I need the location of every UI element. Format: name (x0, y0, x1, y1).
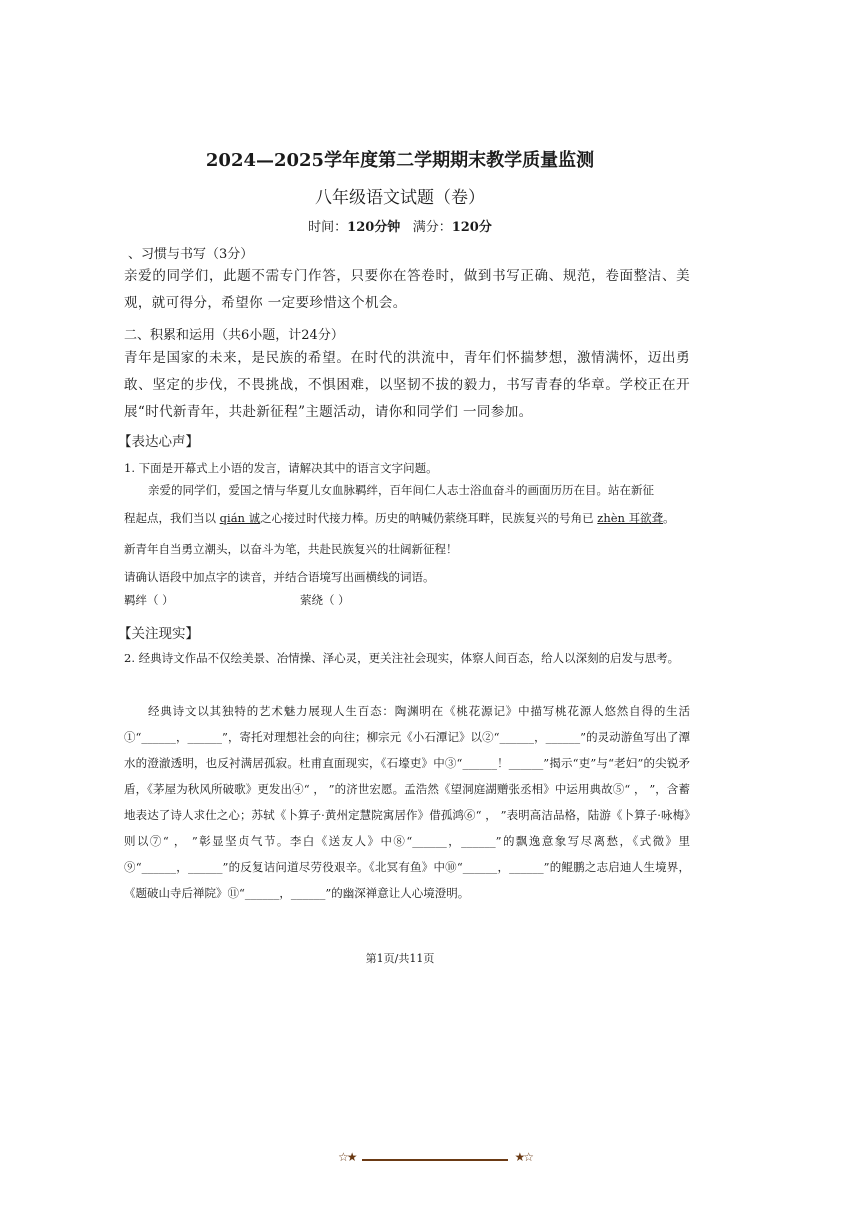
score-label: 满分： (412, 220, 452, 235)
speech-line-2-mid: 之心接过时代接力棒。历史的呐喊仍萦绕耳畔，民族复兴的号角已 (260, 511, 598, 525)
poetry-paragraph: 经典诗文以其独特的艺术魅力展现人生百态：陶渊明在《桃花源记》中描写桃花源人悠然自得的生活①“______，______”，寄托对理想社会的向往；柳宗元《小石潭记》以②“______，______”的灵动游鱼写出了潭水的澄澈透明，也反衬满居孤寂。杜甫直面现实，《石壕吏》中③“______！______”揭示“吏”与“老妇”的尖锐矛盾，《茅屋为秋风所破歌》更发出④“ ， ”的济世宏愿。孟浩然《望洞庭湖赠张丞相》中运用典故⑤“ ， ”，含蓄地表达了诗人求仕之心；苏轼《卜算子·黄州定慧院寓居作》借孤鸿⑥“ ， ”表明高洁品格，陆游《卜算子·咏梅》则以⑦“ ， ”彰显坚贞气节。李白《送友人》中⑧“______，______”的飘逸意象写尽离愁，《式微》里⑨“______，______”的反复诘问道尽劳役艰辛。《北冥有鱼》中⑩“______，______”的鲲鹏之志启迪人生境界，《题破山寺后禅院》⑪“______，______”的幽深禅意让人心境澄明。 (124, 704, 690, 900)
part-a-heading: 【表达心声】 (118, 434, 199, 450)
time-label: 时间： (308, 220, 348, 235)
instruction: 请确认语段中加点字的读音，并结合语境写出画横线的词语。 (124, 570, 435, 584)
section2-heading: 二、积累和运用（共6小题，计24分） (124, 328, 344, 343)
underlined-word-qiancheng: qián 诚 (219, 511, 261, 525)
section1-heading: 、习惯与书写（3分） (128, 247, 254, 262)
star-right-icon: ★☆ (514, 1150, 532, 1164)
section1-paragraph: 亲爱的同学们，此题不需专门作答，只要你在答卷时，做到书写正确、规范，卷面整洁、美观，就可得分，希望你 一定要珍惜这个机会。 (124, 268, 690, 311)
exam-meta (0, 216, 800, 235)
answer-blank-jiban: 羁绊（ ） (124, 593, 174, 607)
question-2: 2. 经典诗文作品不仅绘美景、冶情操、泽心灵，更关注社会现实，体察人间百态，给人以深刻的启发与思考。 (124, 651, 680, 665)
section2-paragraph: 青年是国家的未来，是民族的希望。在时代的洪流中，青年们怀揣梦想，激情满怀，迈出勇敢、坚定的步伐，不畏挑战，不惧困难，以坚韧不拔的毅力，书写青春的华章。学校正在开展“时代新青年，共赴新征程”主题活动，请你和同学们 一同参加。 (124, 350, 690, 420)
star-left-icon: ☆★ (338, 1150, 356, 1164)
answer-blank-yingrao: 萦绕（ ） (300, 593, 350, 607)
footer-ornament (338, 1152, 532, 1168)
part-b-heading: 【关注现实】 (118, 626, 199, 642)
speech-line-2 (124, 510, 675, 526)
ornament-line (362, 1159, 508, 1161)
speech-line-2-end: 。 (663, 511, 675, 525)
score-value: 120分 (451, 220, 492, 235)
page-number: 第1页/共11页 (365, 952, 435, 965)
speech-line-1: 亲爱的同学们，爱国之情与华夏儿女血脉羁绊，百年间仁人志士浴血奋斗的画面历历在目。站在新征 (148, 483, 654, 497)
time-value: 120分钟 (347, 220, 401, 235)
exam-title: 2024—2025学年度第二学期期末教学质量监测 (205, 150, 595, 171)
question-1: 1. 下面是开幕式上小语的发言，请解决其中的语言文字问题。 (124, 461, 438, 475)
speech-line-2-start: 程起点，我们当以 (124, 511, 220, 525)
underlined-word-zhenerYulong: zhèn 耳欲聋 (597, 511, 664, 525)
speech-line-3: 新青年自当勇立潮头，以奋斗为笔，共赴民族复兴的壮阔新征程！ (124, 542, 458, 556)
exam-subtitle: 八年级语文试题（卷） (315, 188, 485, 208)
